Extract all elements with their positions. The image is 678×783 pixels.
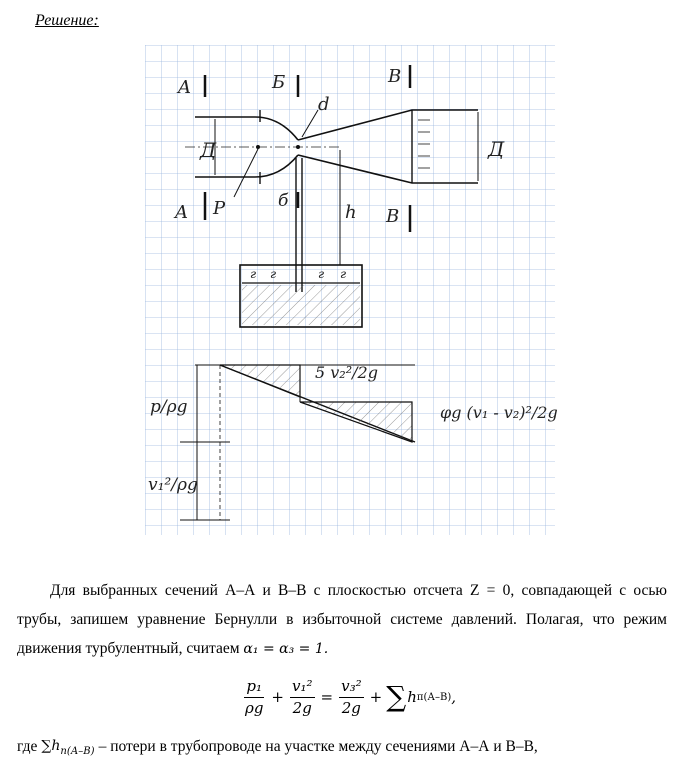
label-v-top: В [388, 66, 402, 87]
h-subscript: п(А–В) [416, 691, 452, 703]
solution-heading: Решение: [35, 12, 99, 29]
sum-symbol: ∑ [386, 680, 407, 713]
label-a-top: A [178, 77, 191, 98]
paragraph-text: Для выбранных сечений А–А и В–В с плоскостью отсчета Z = 0, совпадающей с осью трубы, запишем уравнение Бернулли в избыточной системе давлений. Полагая, что режим движения турбулентный, считаем [17, 582, 667, 657]
where-h: h [51, 738, 61, 754]
liquid-mark-2: г [270, 267, 277, 281]
diameter-left-label: Д [200, 138, 217, 162]
where-sum-expr [41, 738, 94, 757]
v1sq-numerator: v₁² [290, 677, 315, 698]
diameter-right-label: Д [488, 137, 505, 161]
rhog-denominator: ρg [245, 698, 264, 717]
loss-label: 5 v₂²/2g [315, 363, 378, 382]
label-b-top: Б [272, 72, 286, 93]
where-line [17, 738, 538, 757]
liquid-mark-3: г [318, 267, 325, 281]
label-v-bottom: В [386, 206, 400, 227]
equation-trail: , [451, 688, 457, 706]
fraction-v3sq-2g [339, 677, 364, 718]
height-label: h [345, 202, 357, 223]
tank-liquid [242, 285, 360, 325]
pressure-point [256, 145, 260, 149]
h-symbol: h [407, 688, 417, 706]
phi-label: φg (v₁ - v₂)²/2g [440, 403, 558, 422]
throat-point [296, 145, 300, 149]
alpha-equation: α₁ = α₃ = 1. [243, 641, 329, 657]
label-a-bottom: A [175, 202, 188, 223]
p1-numerator: p₁ [244, 677, 264, 698]
2g-denominator-2: 2g [341, 698, 361, 717]
plus-2: + [369, 688, 383, 706]
where-prefix: где [17, 738, 38, 756]
where-rest: – потери в трубопроводе на участке между сечениями А–А и В–В, [98, 738, 538, 756]
label-b-bottom: б [278, 191, 289, 211]
throat-label: d [318, 94, 330, 115]
fraction-p1-rhog [243, 677, 265, 718]
v3sq-numerator: v₃² [339, 677, 364, 698]
fraction-v1sq-2g [290, 677, 315, 718]
explanation-paragraph [17, 576, 667, 664]
bernoulli-equation [240, 672, 456, 722]
equals-sign: = [320, 688, 334, 706]
velocity-head-label: v₁²/ρg [148, 475, 198, 495]
liquid-mark-4: г [340, 267, 347, 281]
plus-1: + [271, 688, 284, 706]
pressure-head-label: p/ρg [150, 397, 188, 417]
where-sum: ∑ [41, 738, 52, 754]
where-sub: п(А–В) [60, 745, 95, 757]
pressure-label: P [213, 198, 226, 219]
liquid-mark-1: г [250, 267, 257, 281]
2g-denominator-1: 2g [292, 698, 312, 717]
